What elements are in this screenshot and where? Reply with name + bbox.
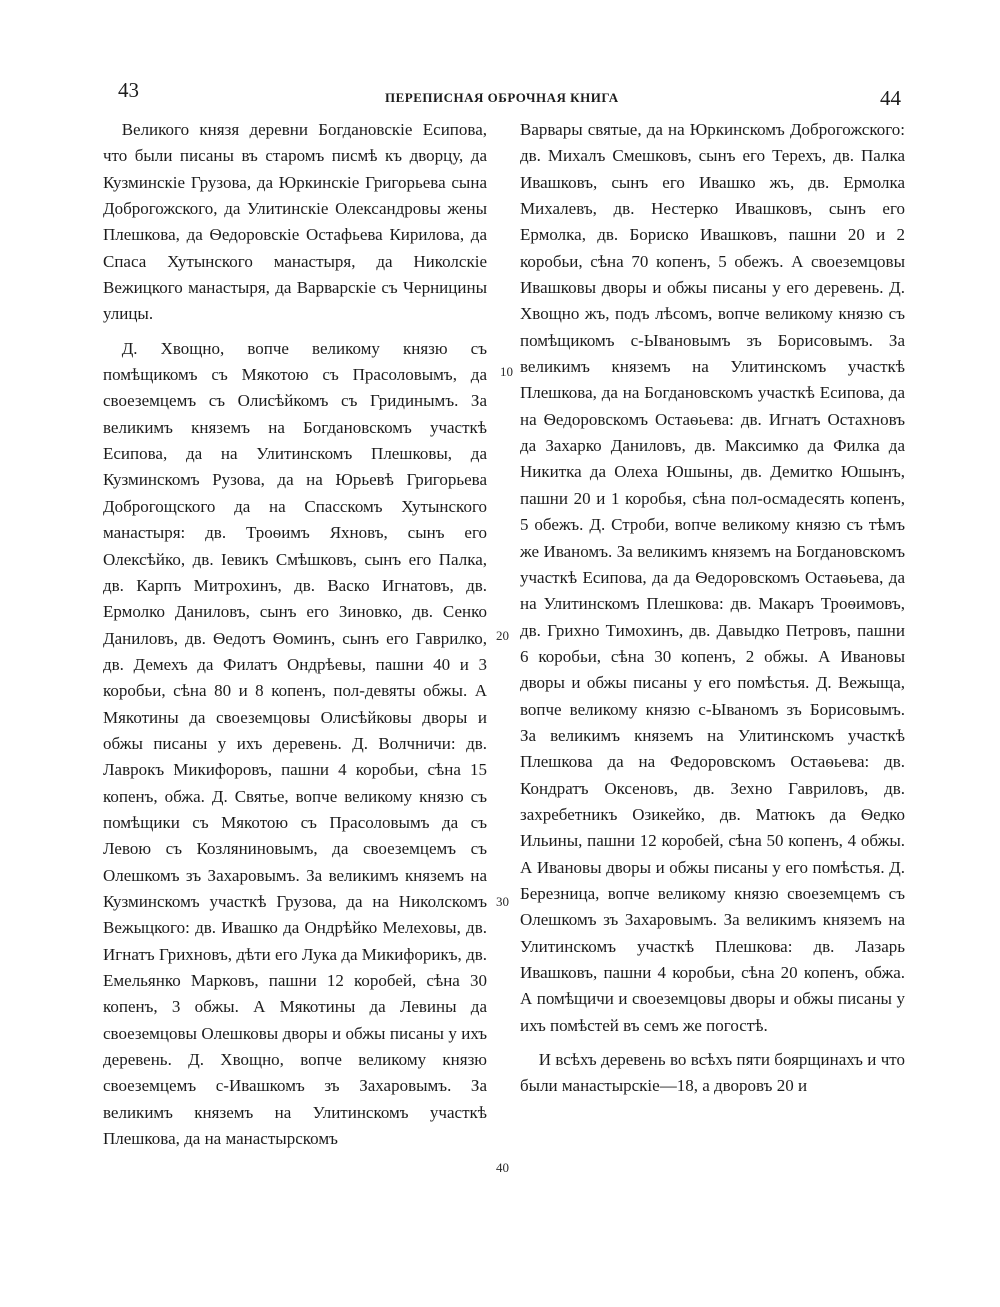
- paragraph: И всѣхъ деревень во всѣхъ пяти боярщинахъ и что были манастырскіе—18, а дворовъ 20 и: [520, 1050, 905, 1096]
- page-number-right: 44: [880, 86, 901, 110]
- page-number-left: 43: [118, 78, 139, 102]
- line-number-20: 20: [496, 628, 509, 643]
- line-number-10: 10: [500, 364, 513, 379]
- line-number-40: 40: [496, 1160, 509, 1175]
- right-column: [520, 117, 905, 1100]
- paragraph: Д. Хвощно, вопче великому князю съ помѣщикомъ съ Мякотою съ Прасоловымъ, да своеземцемъ съ Олисѣйкомъ съ Гридинымъ. За великимъ княземъ на Богдановскомъ участкѣ Есипова, да на Улитинскомъ Плешковы, да Кузминскомъ Рузова, да на Юрьевѣ Григорьева Доброгощского да на Спасскомъ Хутынского манастыря: дв. Троѳимъ Яхновъ, сынъ его Олексѣйко, дв. Іевикъ Смѣшковъ, сынъ его Палка, дв. Карпъ Митрохинъ, дв. Васко Игнатовъ, дв. Ермолко Даниловъ, сынъ его Зиновко, дв. Сенко Даниловъ, дв. Ѳедотъ Ѳоминъ, сынъ его Гаврилко, дв. Демехъ да Филатъ Ондрѣевы, пашни 40 и 3 коробьи, сѣна 80 и 8 копенъ, пол-девяты обжы. А Мякотины да своеземцовы Олисѣйковы дворы и обжы писаны у ихъ деревень. Д. Волчничи: дв. Лаврокъ Микифоровъ, пашни 4 коробьи, сѣна 15 копенъ, обжа. Д. Святье, вопче великому князю съ помѣщики съ Мякотою съ Прасоловымъ да съ Левою съ Козляниновымъ, да своеземцемъ съ Олешкомъ зъ Захаровымъ. За великимъ княземъ на Кузминскомъ участкѣ Грузова, да на Николскомъ Вежыцкого: дв. Ивашко да Ондрѣйко Мелеховы, дв. Игнатъ Грихновъ, дѣти его Лука да Микифорикъ, дв. Емельянко Марковъ, пашни 12 коробей, сѣна 30 копенъ, 3 обжы. А Мякотины да Левины да своеземцовы Олешковы дворы и обжы писаны у ихъ деревень. Д. Хвощно, вопче великому князю своеземцемъ с-Ивашкомъ зъ Захаровымъ. За великимъ княземъ на Улитинскомъ участкѣ Плешкова, да на манастырскомъ: [103, 338, 487, 1149]
- running-title: ПЕРЕПИСНАЯ ОБРОЧНАЯ КНИГА: [385, 90, 619, 105]
- page-header: [0, 78, 1000, 118]
- line-number-30: 30: [496, 894, 509, 909]
- paragraph: Великого князя деревни Богдановскіе Есипова, что были писаны въ старомъ писмѣ къ дворцу, да Кузминскіе Грузова, да Юркинскіе Григорьева сына Доброгожского, да Улитинскіе Олександровы жены Плешкова, да Ѳедоровскіе Остафьева Кирилова, да Спаса Хутынского манастыря, да Николскіе Вежицкого манастыря, да Варварскіе съ Черницины улицы.: [103, 120, 487, 324]
- paragraph: Варвары святые, да на Юркинскомъ Доброгожского: дв. Михалъ Смешковъ, сынъ его Терехъ, дв. Палка Ивашковъ, сынъ его Ивашко жъ, дв. Ермолка Михалевъ, дв. Нестерко Ивашковъ, сынъ его Ермолка, дв. Бориско Ивашковъ, пашни 20 и 2 коробьи, сѣна 70 копенъ, 5 обежъ. А своеземцовы Ивашковы дворы и обжы писаны у его деревень. Д. Хвощно жъ, подъ лѣсомъ, вопче великому князю съ помѣщикомъ с-Ывановымъ зъ Борисовымъ. За великимъ княземъ на Улитинскомъ участкѣ Плешкова, да на Богдановскомъ участкѣ Есипова, да на Ѳедоровскомъ Остаѳьева: дв. Игнатъ Остахновъ да Захарко Даниловъ, дв. Максимко да Филка да Никитка да Олеха Юшыны, дв. Демитко Юшынъ, пашни 20 и 1 коробья, сѣна пол-осмадесять копенъ, 5 обежъ. Д. Строби, вопче великому князю съ тѣмъ же Иваномъ. За великимъ княземъ на Богдановскомъ участкѣ Есипова, да да Ѳедоровскомъ Остаѳьева, да на Улитинскомъ Плешкова: дв. Макаръ Троѳимовъ, дв. Грихно Тимохинъ, дв. Давыдко Петровъ, пашни 6 коробьи, сѣна 30 копенъ, 2 обжы. А Ивановы дворы и обжы писаны у его помѣстья. Д. Вежыща, вопче великому князю с-Ываномъ зъ Борисовымъ. За великимъ княземъ на Улитинскомъ участкѣ Плешкова да на Федоровскомъ Остаѳьева: дв. Кондратъ Оксеновъ, дв. Зехно Гавриловъ, дв. захребетникъ Озикейко, дв. Матюкъ да Ѳедко Ильины, пашни 12 коробей, сѣна 50 копенъ, 4 обжы. А Ивановы дворы и обжы писаны у его помѣстья. Д. Березница, вопче великому князю своеземцемъ съ Олешкомъ зъ Захаровымъ. За великимъ княземъ на Улитинскомъ участкѣ Плешкова: дв. Лазарь Ивашковъ, пашни 4 коробьи, сѣна 20 копенъ, обжа. А помѣщичи и своеземцовы дворы и обжы писаны у ихъ помѣстей въ семъ же погостѣ.: [520, 120, 905, 1035]
- left-column: [103, 117, 487, 1152]
